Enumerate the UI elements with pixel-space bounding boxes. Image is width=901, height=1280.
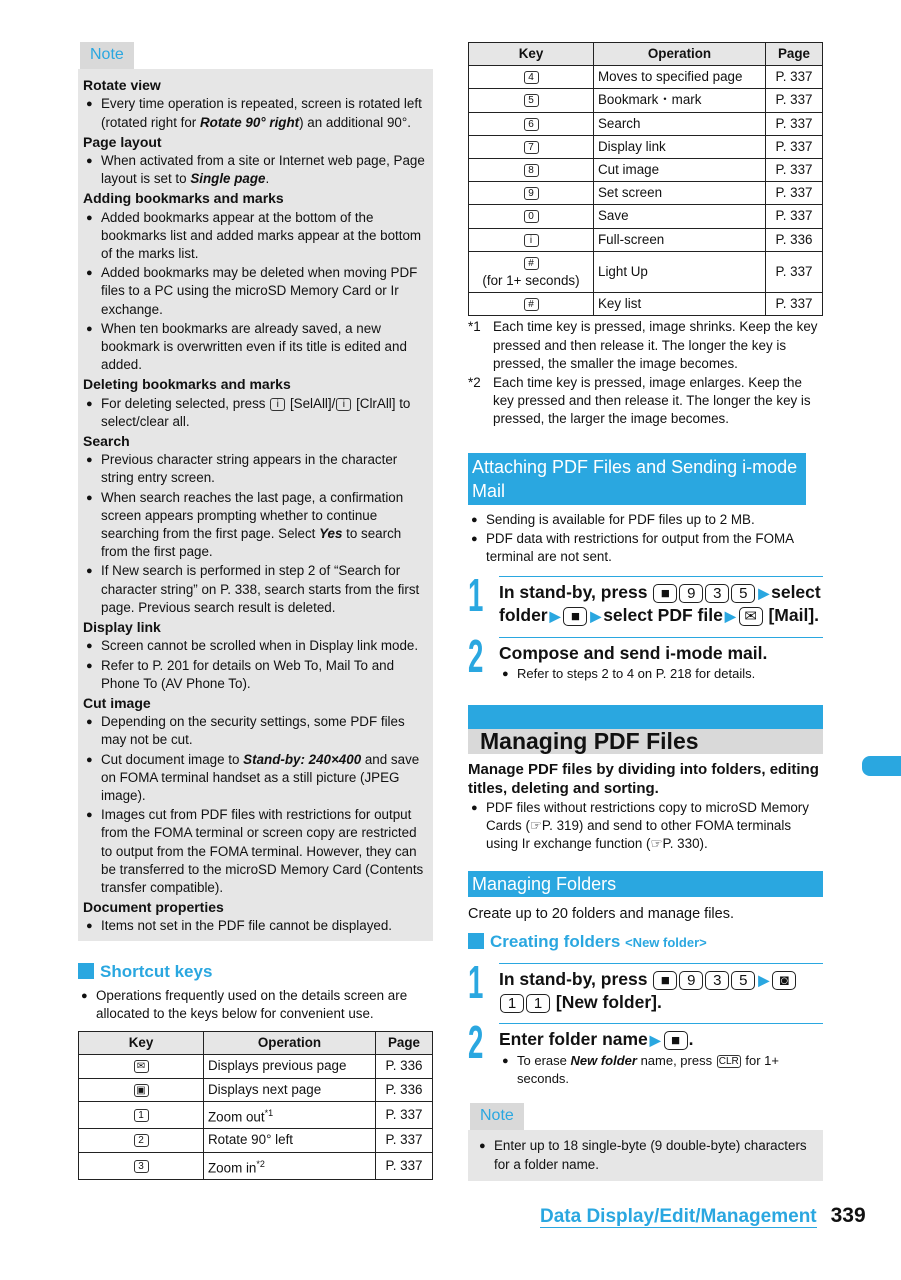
text-segment: [Mail]. <box>763 605 820 626</box>
table-row <box>469 251 823 292</box>
text-segment: Refer to P. 201 for details on Web To, Mail To and Phone To (AV Phone To). <box>101 657 395 691</box>
creating-folders-heading <box>468 933 823 952</box>
operation-text: Zoom out <box>208 1109 265 1125</box>
key-icon: 9 <box>679 971 703 990</box>
operation-text: Key list <box>598 296 642 312</box>
shortcut-keys-heading: Shortcut keys <box>78 963 433 981</box>
step <box>468 569 823 627</box>
text-segment: For deleting selected, press <box>101 395 270 411</box>
bullet-item <box>84 95 425 131</box>
text-segment: [ClrAll] to select/clear all. <box>101 395 411 429</box>
key-cell <box>469 251 594 292</box>
bullet-item <box>84 657 425 693</box>
key-icon: 4 <box>524 71 539 84</box>
key-icon: 7 <box>524 141 539 154</box>
key-cell <box>469 159 594 182</box>
footnote-mark: *2 <box>468 375 481 391</box>
column-header: Page <box>376 1032 433 1055</box>
page-cell: P. 337 <box>766 112 823 135</box>
key-cell <box>79 1101 204 1129</box>
footnote-mark: *1 <box>468 319 481 335</box>
footer-section: Data Display/Edit/Management <box>540 1206 817 1227</box>
text-segment: [New folder]. <box>551 991 662 1012</box>
text-segment: If New search is performed in step 2 of “Search for character string” on P. 338, search starts from the first page. Previous search result is deleted. <box>101 563 420 615</box>
operation-cell <box>594 89 766 112</box>
text-segment: Screen cannot be scrolled when in Display link mode. <box>101 638 419 654</box>
note-heading: Page layout <box>83 133 162 150</box>
bullet-item <box>84 562 425 617</box>
text-segment: Stand-by: 240×400 <box>243 751 362 767</box>
key-icon: ■ <box>563 607 587 626</box>
bullet-item <box>84 320 425 375</box>
reference-icon: ☞ <box>650 836 663 852</box>
table-row <box>79 1078 433 1101</box>
column-header: Operation <box>594 43 766 66</box>
step-number: 1 <box>468 569 484 622</box>
key-icon: CLR <box>718 1055 739 1067</box>
column-header: Key <box>469 43 594 66</box>
text-segment: Added bookmarks appear at the bottom of the bookmarks list and added marks appear at the bottom of the marks list. <box>101 209 422 262</box>
note-box-2 <box>468 1130 823 1180</box>
key-cell <box>469 182 594 205</box>
table-row <box>469 159 823 182</box>
step-number: 1 <box>468 955 484 1008</box>
text-segment: Single page <box>190 171 266 187</box>
attach-steps <box>468 569 823 683</box>
operation-cell <box>594 182 766 205</box>
text-segment: Rotate 90° right <box>200 114 300 130</box>
text-segment: To erase <box>517 1052 571 1068</box>
table-row <box>469 112 823 135</box>
text-segment: When activated from a site or Internet web page, Page layout is set to <box>101 153 425 187</box>
operation-text: Light Up <box>598 263 648 279</box>
key-icon: 5 <box>524 94 539 107</box>
bullet-item <box>500 1052 823 1088</box>
bullet-item <box>84 917 425 935</box>
key-icon: i <box>336 398 351 411</box>
key-cell <box>79 1152 204 1180</box>
text-segment: Cut document image to <box>101 751 244 767</box>
key-icon: 9 <box>524 187 539 200</box>
text-segment: Enter folder name <box>499 1028 648 1049</box>
key-cell <box>469 66 594 89</box>
page-cell: P. 337 <box>766 293 823 316</box>
text-segment: New folder <box>570 1052 637 1068</box>
page-number: 339 <box>830 1204 866 1227</box>
text-segment: [SelAll]/ <box>286 395 336 411</box>
key-icon: 8 <box>524 164 539 177</box>
arrow-icon: ▶ <box>590 608 602 625</box>
key-icon: ▣ <box>134 1084 149 1097</box>
key-cell <box>79 1078 204 1101</box>
key-icon: ■ <box>653 584 677 603</box>
table-row <box>469 89 823 112</box>
key-cell <box>79 1055 204 1078</box>
shortcut-table-2 <box>468 42 823 316</box>
key-icon: 0 <box>524 210 539 223</box>
note-heading: Deleting bookmarks and marks <box>83 376 291 393</box>
managing-intro: Manage PDF files by dividing into folders, editing titles, deleting and sorting. <box>468 760 819 797</box>
operation-cell <box>594 159 766 182</box>
key-icon: 2 <box>134 1134 149 1147</box>
column-header: Key <box>79 1032 204 1055</box>
key-icon: 6 <box>524 118 539 131</box>
reference-icon: ☞ <box>529 817 542 833</box>
column-header: Page <box>766 43 823 66</box>
note-label-2: Note <box>470 1103 524 1130</box>
creating-folders-tag: <New folder> <box>625 935 707 951</box>
footnote <box>468 374 823 429</box>
key-icon: 5 <box>731 584 755 603</box>
page-cell: P. 337 <box>766 66 823 89</box>
note-heading: Rotate view <box>83 77 161 94</box>
bullet-item <box>469 530 823 566</box>
footer <box>540 1204 866 1228</box>
bullet-item <box>469 799 823 854</box>
table-row <box>79 1129 433 1152</box>
table-row <box>469 66 823 89</box>
text-segment: Depending on the security settings, some PDF files may not be cut. <box>101 714 405 748</box>
text-segment: . <box>265 171 270 187</box>
key-icon: # <box>524 298 539 311</box>
note-heading: Search <box>83 433 130 450</box>
attach-bullets <box>468 511 823 567</box>
table-row <box>469 293 823 316</box>
table-row <box>469 228 823 251</box>
arrow-icon: ▶ <box>758 585 770 602</box>
operation-cell <box>594 135 766 158</box>
table-row <box>469 182 823 205</box>
step <box>468 1015 823 1088</box>
page-cell: P. 336 <box>376 1055 433 1078</box>
operation-cell <box>204 1129 376 1152</box>
creating-folders-title: Creating folders <box>490 932 621 952</box>
folder-steps <box>468 955 823 1088</box>
operation-text: Display link <box>598 138 666 154</box>
note-heading: Adding bookmarks and marks <box>83 190 284 207</box>
key-icon: 1 <box>526 994 550 1013</box>
operation-text: Displays previous page <box>208 1058 347 1074</box>
bullet-item <box>84 489 425 562</box>
key-icon: 3 <box>705 971 729 990</box>
text-segment: Sending is available for PDF files up to 2 MB. <box>486 511 755 527</box>
key-icon: ■ <box>653 971 677 990</box>
step-text <box>499 1023 823 1051</box>
text-segment: PDF data with restrictions for output from the FOMA terminal are not sent. <box>486 530 794 565</box>
text-segment: P. 319) and send to other FOMA terminals using Ir exchange function ( <box>486 817 792 852</box>
page-cell: P. 337 <box>376 1129 433 1152</box>
footnote-ref: *1 <box>264 1107 274 1118</box>
operation-cell <box>204 1152 376 1180</box>
key-icon: 5 <box>731 971 755 990</box>
text-segment: When ten bookmarks are already saved, a new bookmark is overwritten even if its title is edited and added. <box>101 320 407 373</box>
note-heading: Cut image <box>83 694 151 711</box>
text-segment: Previous character string appears in the character string entry screen. <box>101 452 398 486</box>
page-cell: P. 337 <box>766 159 823 182</box>
text-segment: ) an additional 90°. <box>299 114 411 130</box>
page-cell: P. 336 <box>376 1078 433 1101</box>
page-cell: P. 336 <box>766 228 823 251</box>
page-cell: P. 337 <box>766 205 823 228</box>
page-cell: P. 337 <box>766 89 823 112</box>
key-icon: i <box>524 234 539 247</box>
text-segment: Refer to steps 2 to 4 on P. 218 for details. <box>517 666 756 682</box>
table-row <box>79 1055 433 1078</box>
folders-section-title: Managing Folders <box>468 871 823 897</box>
step-text <box>499 963 823 1013</box>
text-segment: select folder <box>499 582 821 626</box>
operation-text: Rotate 90° left <box>208 1132 294 1148</box>
footnote-text: Each time key is pressed, image shrinks. Keep the key pressed and then release it. The longer the key is pressed, the smaller the image becomes. <box>493 319 818 371</box>
bullet-item <box>84 395 425 431</box>
text-segment: Every time operation is repeated, screen is rotated left (rotated right for <box>101 96 422 130</box>
text-segment: When search reaches the last page, a confirmation screen appears prompting whether to continue searching from the first page. Select <box>101 489 404 542</box>
note-heading: Document properties <box>83 899 224 916</box>
bullet-item <box>84 451 425 487</box>
step-number: 2 <box>468 630 484 683</box>
key-icon: 3 <box>705 584 729 603</box>
bullet-item <box>477 1137 815 1173</box>
key-icon: ✉ <box>739 607 763 626</box>
step <box>468 955 823 1013</box>
shortcut-table-1 <box>78 1031 433 1180</box>
key-icon: ✉ <box>134 1060 149 1073</box>
operation-text: Full-screen <box>598 231 665 247</box>
key-cell <box>469 89 594 112</box>
page-cell: P. 337 <box>766 135 823 158</box>
operation-text: Set screen <box>598 185 663 201</box>
bullet-item <box>469 511 823 529</box>
text-segment: Added bookmarks may be deleted when moving PDF files to a PC using the microSD Memory Card or Ir exchange. <box>101 265 418 317</box>
column-header: Operation <box>204 1032 376 1055</box>
step-number: 2 <box>468 1015 484 1068</box>
key-note: (for 1+ seconds) <box>482 273 580 289</box>
text-segment: . <box>688 1028 694 1049</box>
bullet-item <box>500 665 823 683</box>
table-row <box>79 1101 433 1129</box>
bullet-item <box>84 713 425 749</box>
operation-text: Zoom in <box>208 1160 257 1176</box>
key-cell <box>469 112 594 135</box>
text-segment: PDF files without restrictions copy to microSD Memory Cards ( <box>486 799 809 833</box>
table-row <box>469 135 823 158</box>
bullet-item <box>84 751 425 806</box>
key-icon: 9 <box>679 584 703 603</box>
key-cell <box>469 205 594 228</box>
table-row <box>469 205 823 228</box>
step-bullets <box>499 665 823 683</box>
managing-header <box>468 705 823 753</box>
text-segment: In stand-by, press <box>499 968 653 989</box>
bullet-item <box>84 209 425 264</box>
key-icon: 1 <box>134 1109 149 1122</box>
footnote-ref: *2 <box>256 1158 265 1169</box>
operation-text: Search <box>598 115 641 131</box>
operation-cell <box>594 205 766 228</box>
operation-cell <box>594 66 766 89</box>
bullet-item <box>84 806 425 897</box>
step <box>468 630 823 683</box>
operation-cell <box>204 1101 376 1129</box>
operation-cell <box>594 251 766 292</box>
operation-text: Moves to specified page <box>598 69 743 85</box>
text-segment: Yes <box>319 526 343 542</box>
chapter-tab[interactable] <box>862 756 901 776</box>
step-text <box>499 637 823 664</box>
key-icon: 3 <box>134 1160 149 1173</box>
footnotes <box>468 318 823 428</box>
key-cell <box>469 293 594 316</box>
step-text <box>499 576 823 627</box>
arrow-icon: ▶ <box>724 608 736 625</box>
folders-description: Create up to 20 folders and manage files. <box>468 906 734 923</box>
note-heading: Display link <box>83 619 161 636</box>
footnote <box>468 318 823 373</box>
text-segment: Enter up to 18 single-byte (9 double-byte) characters for a folder name. <box>494 1138 807 1172</box>
text-segment: In stand-by, press <box>499 582 653 603</box>
key-icon: ■ <box>664 1031 688 1050</box>
operation-cell <box>204 1055 376 1078</box>
key-icon: i <box>270 398 285 411</box>
managing-title: Managing PDF Files <box>468 729 823 753</box>
text-segment: to search from the first page. <box>101 526 402 560</box>
key-icon: ◙ <box>772 971 796 990</box>
key-cell <box>79 1129 204 1152</box>
operation-text: Bookmark・mark <box>598 92 702 108</box>
bullet-item <box>84 264 425 319</box>
operation-cell <box>594 228 766 251</box>
page-cell: P. 337 <box>376 1152 433 1180</box>
note-label: Note <box>80 42 134 69</box>
text-segment: select PDF file <box>603 605 723 626</box>
key-icon: 1 <box>500 994 524 1013</box>
note-box <box>78 69 433 940</box>
managing-bullets <box>468 799 823 854</box>
text-segment: Compose and send i-mode mail. <box>499 643 768 664</box>
key-cell <box>469 135 594 158</box>
left-column <box>78 42 433 1180</box>
right-column <box>468 42 823 1181</box>
key-icon: # <box>524 257 539 270</box>
text-segment: Images cut from PDF files with restrictions for output from the FOMA terminal or screen copy are restricted to output from the FOMA terminal. However, they can be transferred to the microSD Memory Card (Contents transfer compatible). <box>101 807 424 895</box>
text-segment: P. 330). <box>662 836 708 852</box>
key-cell <box>469 228 594 251</box>
page-cell: P. 337 <box>766 182 823 205</box>
table-row <box>79 1152 433 1180</box>
text-segment: Items not set in the PDF file cannot be displayed. <box>101 918 393 934</box>
operation-cell <box>594 293 766 316</box>
bullet-item <box>84 152 425 188</box>
bullet-item <box>84 637 425 655</box>
shortcut-description: ● Operations frequently used on the details screen are allocated to the keys below for convenient use. <box>79 987 433 1023</box>
operation-text: Save <box>598 208 629 224</box>
arrow-icon: ▶ <box>549 608 561 625</box>
text-segment: name, press <box>636 1052 716 1068</box>
footnote-text: Each time key is pressed, image enlarges. Keep the key pressed and then release it. The longer the key is pressed, the larger the image becomes. <box>493 375 811 427</box>
operation-text: Displays next page <box>208 1081 322 1097</box>
arrow-icon: ▶ <box>649 1031 661 1048</box>
operation-cell <box>594 112 766 135</box>
text-segment: for 1+ seconds. <box>517 1052 779 1086</box>
operation-text: Cut image <box>598 162 660 178</box>
page-cell: P. 337 <box>766 251 823 292</box>
attach-section-title: Attaching PDF Files and Sending i-mode Mail <box>468 453 806 505</box>
text-segment: and save on FOMA terminal handset as a still picture (JPEG image). <box>101 751 420 803</box>
operation-cell <box>204 1078 376 1101</box>
arrow-icon: ▶ <box>758 971 770 988</box>
page-cell: P. 337 <box>376 1101 433 1129</box>
step-bullets <box>499 1052 823 1088</box>
